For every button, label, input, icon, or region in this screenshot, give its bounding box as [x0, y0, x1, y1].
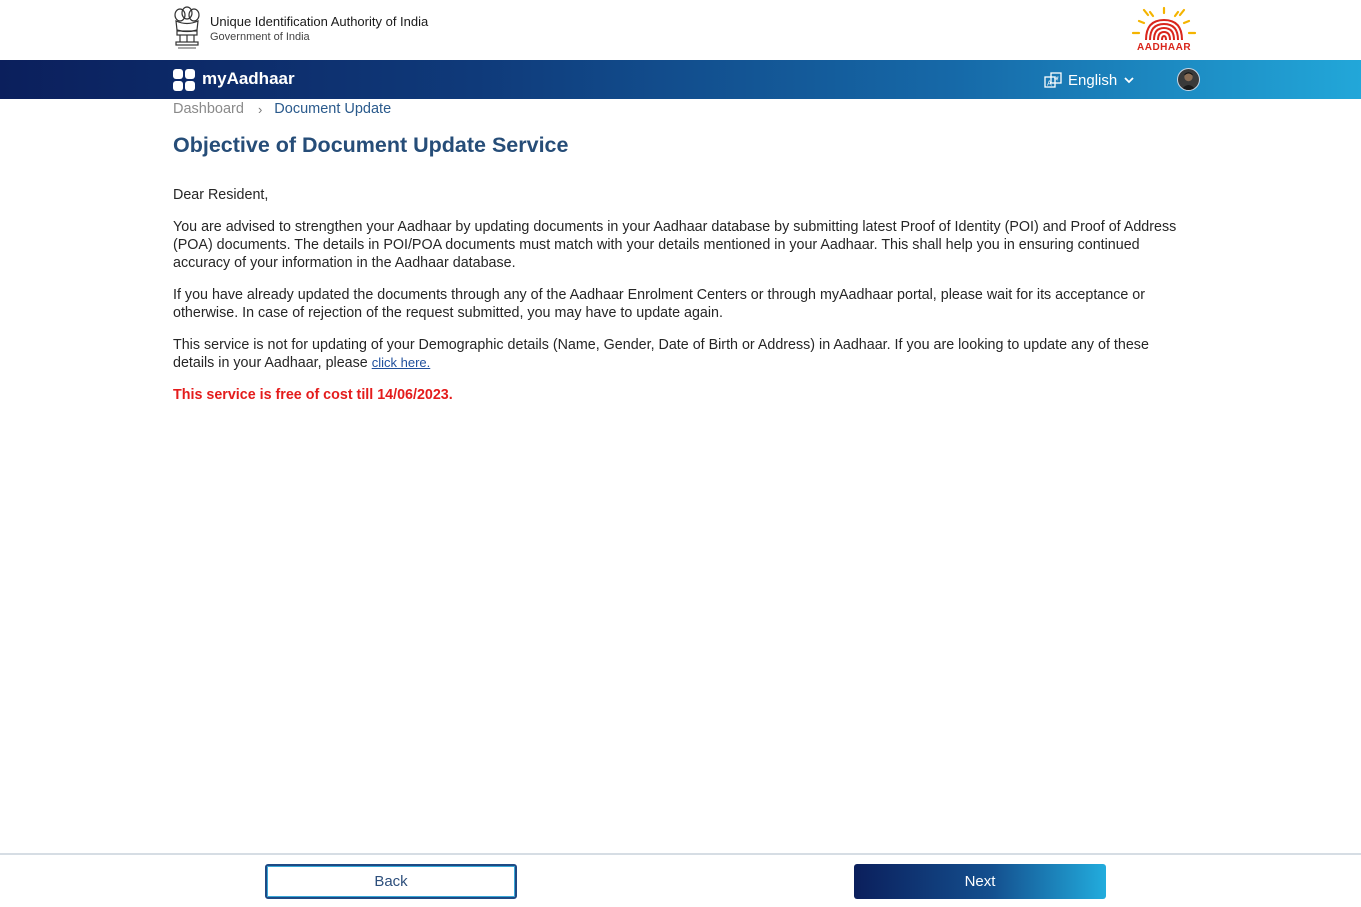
breadcrumb-current: Document Update: [274, 101, 392, 117]
paragraph-demographic-text: This service is not for updating of your Demographic details (Name, Gender, Date of Birth or Address) in Aadhaar. If you are looking to update any of these details in your Aadhaar, please: [173, 337, 1149, 371]
breadcrumb-separator: ›: [257, 101, 263, 117]
paragraph-already-updated: If you have already updated the documents through any of the Aadhaar Enrolment Centers or through myAadhaar portal, please wait for its acceptance or otherwise. In case of rejection of the request submitted, you may have to update again.: [173, 287, 1145, 321]
breadcrumb: [173, 101, 391, 117]
national-emblem-icon: [172, 6, 202, 52]
language-label: English: [1068, 71, 1118, 89]
back-button[interactable]: Back: [265, 864, 517, 899]
language-selector[interactable]: [1044, 70, 1135, 90]
top-navbar: [0, 60, 1361, 99]
brand-name[interactable]: myAadhaar: [202, 69, 295, 88]
translate-icon: [1044, 71, 1062, 89]
gov-text-block: [210, 14, 428, 45]
app-grid-icon[interactable]: [173, 69, 195, 91]
svg-text:A: A: [1047, 79, 1052, 88]
svg-text:अ: अ: [1054, 75, 1059, 83]
org-title: Unique Identification Authority of India: [210, 14, 429, 29]
paragraph-demographic: [173, 336, 1188, 372]
next-button[interactable]: Next: [854, 864, 1106, 899]
greeting-text: Dear Resident,: [173, 187, 269, 203]
chevron-down-icon: [1123, 74, 1135, 86]
breadcrumb-dashboard-link[interactable]: Dashboard: [173, 101, 244, 117]
click-here-link[interactable]: click here.: [371, 355, 431, 370]
footer-divider: [0, 853, 1361, 855]
org-subtitle: Government of India: [210, 31, 310, 43]
user-avatar-icon: [1178, 69, 1199, 90]
gov-header: [0, 0, 1361, 60]
page-title: Objective of Document Update Service: [173, 133, 569, 157]
aadhaar-logo-text: AADHAAR: [1137, 42, 1192, 53]
main-content: [173, 186, 1188, 418]
user-avatar[interactable]: [1177, 68, 1200, 91]
paragraph-poi-poa: You are advised to strengthen your Aadhaar by updating documents in your Aadhaar database by submitting latest Proof of Identity (POI) and Proof of Address (POA) documents. The details in POI/POA documents must match with your details mentioned in your Aadhaar. This shall help you in ensuring continued accuracy of your information in the Aadhaar database.: [173, 219, 1177, 271]
free-of-cost-notice: This service is free of cost till 14/06/2023.: [173, 387, 453, 403]
